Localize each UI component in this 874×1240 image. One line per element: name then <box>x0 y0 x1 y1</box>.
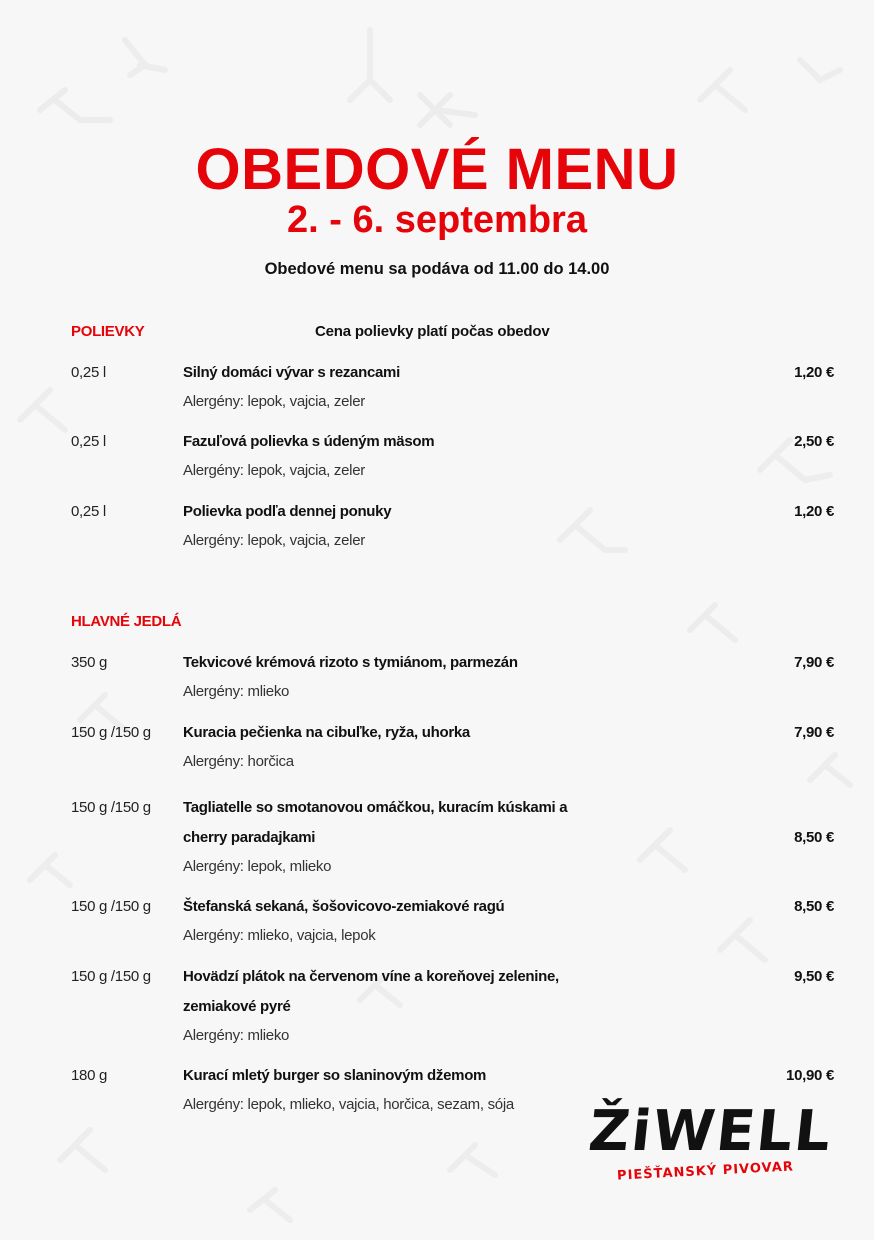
soups-heading: POLIEVKY <box>71 323 145 340</box>
item-price: 8,50 € <box>794 829 834 846</box>
item-quantity: 0,25 l <box>71 503 106 520</box>
mains-heading: HLAVNÉ JEDLÁ <box>71 613 182 630</box>
item-name-continued: zemiakové pyré <box>183 998 291 1015</box>
date-range: 2. - 6. septembra <box>287 199 587 241</box>
serving-hours: Obedové menu sa podáva od 11.00 do 14.00 <box>264 260 610 278</box>
item-quantity: 0,25 l <box>71 433 106 450</box>
item-quantity: 180 g <box>71 1067 108 1084</box>
item-allergens: Alergény: lepok, mlieko, vajcia, horčica, sezam, sója <box>183 1096 514 1113</box>
item-name: Hovädzí plátok na červenom víne a koreňovej zelenine, <box>183 968 559 985</box>
item-allergens: Alergény: mlieko <box>183 683 290 700</box>
item-allergens: Alergény: lepok, vajcia, zeler <box>183 393 365 410</box>
item-allergens: Alergény: lepok, vajcia, zeler <box>183 462 365 479</box>
item-quantity: 150 g /150 g <box>71 799 151 816</box>
item-price: 9,50 € <box>794 968 834 985</box>
item-allergens: Alergény: horčica <box>183 753 294 770</box>
item-name-continued: cherry paradajkami <box>183 829 316 846</box>
item-price: 7,90 € <box>794 724 834 741</box>
item-quantity: 150 g /150 g <box>71 968 151 985</box>
soups-note: Cena polievky platí počas obedov <box>315 323 550 340</box>
item-name: Štefanská sekaná, šošovicovo-zemiakové ragú <box>183 898 505 915</box>
item-quantity: 350 g <box>71 654 108 671</box>
item-price: 8,50 € <box>794 898 834 915</box>
item-name: Silný domáci vývar s rezancami <box>183 364 400 381</box>
item-quantity: 150 g /150 g <box>71 724 151 741</box>
item-name: Polievka podľa dennej ponuky <box>183 503 392 520</box>
item-price: 10,90 € <box>786 1067 834 1084</box>
logo-wordmark: ŽiWELL <box>585 1099 836 1164</box>
item-allergens: Alergény: lepok, vajcia, zeler <box>183 532 365 549</box>
item-price: 1,20 € <box>794 503 834 520</box>
menu-title: OBEDOVÉ MENU <box>195 137 679 202</box>
item-name: Tekvicové krémová rizoto s tymiánom, parmezán <box>183 654 518 671</box>
item-name: Kurací mletý burger so slaninovým džemom <box>183 1067 487 1084</box>
item-price: 1,20 € <box>794 364 834 381</box>
item-name: Fazuľová polievka s údeným mäsom <box>183 433 435 450</box>
item-allergens: Alergény: mlieko <box>183 1027 290 1044</box>
logo-tagline: PIEŠŤANSKÝ PIVOVAR <box>616 1159 795 1184</box>
item-quantity: 0,25 l <box>71 364 106 381</box>
item-allergens: Alergény: mlieko, vajcia, lepok <box>183 927 376 944</box>
item-quantity: 150 g /150 g <box>71 898 151 915</box>
brewery-logo <box>585 1090 835 1190</box>
item-allergens: Alergény: lepok, mlieko <box>183 858 332 875</box>
item-price: 2,50 € <box>794 433 834 450</box>
item-price: 7,90 € <box>794 654 834 671</box>
item-name: Kuracia pečienka na cibuľke, ryža, uhorka <box>183 724 470 741</box>
item-name: Tagliatelle so smotanovou omáčkou, kuracím kúskami a <box>183 799 568 816</box>
